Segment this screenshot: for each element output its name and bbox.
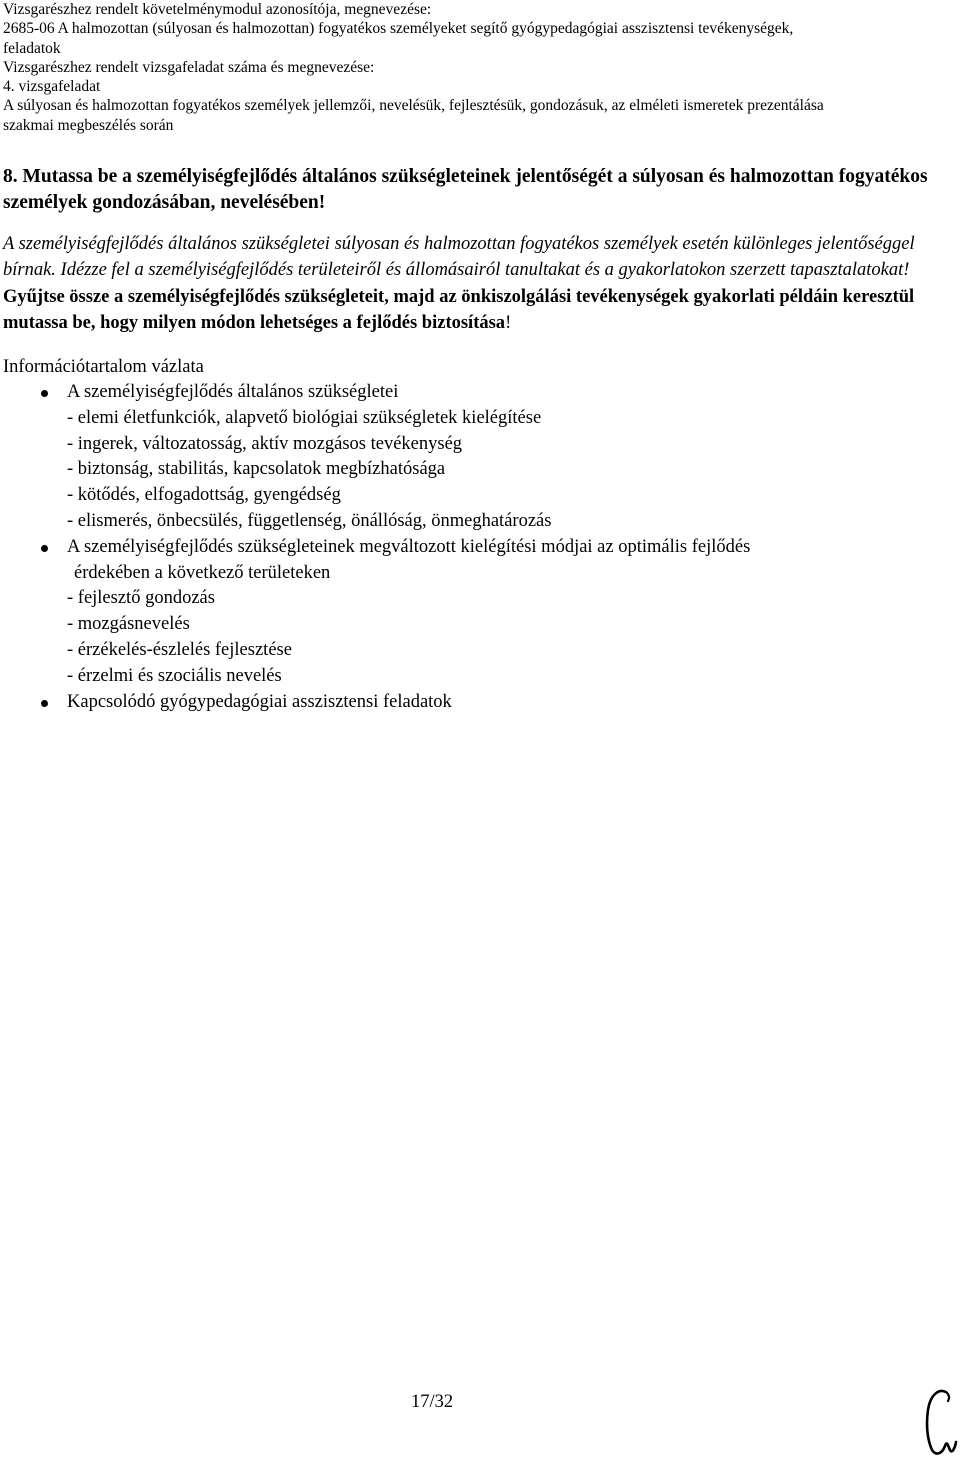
bullet-text-line: A személyiségfejlődés szükségleteinek megváltozott kielégítési módjai az optimális fejlődés <box>67 536 751 557</box>
header-block <box>3 0 953 135</box>
bullet-text <box>67 535 953 587</box>
sub-item: - érzékelés-észlelés fejlesztése <box>67 640 292 661</box>
outline-bullet <box>3 535 953 690</box>
sub-item: - elismerés, önbecsülés, függetlenség, önállóság, önmeghatározás <box>67 511 552 532</box>
task-title: 8. Mutassa be a személyiségfejlődés általános szükségleteinek jelentőségét a súlyosan és halmozottan fogyatékos személyek gondozásában, nevelésében! <box>3 166 928 214</box>
outline-title: Információtartalom vázlata <box>3 357 204 378</box>
bullet-dot-icon <box>41 545 48 552</box>
task-description: A személyiségfejlődés általános szükségletei súlyosan és halmozottan fogyatékos személyek esetén különleges jelentőséggel bírnak. Idézze fel a személyiségfejlődés területeiről és állomásairól tanultakat és a gyakorlatokon szerzett tapasztalatokat! <box>3 234 915 281</box>
sub-item: - biztonság, stabilitás, kapcsolatok megbízhatósága <box>67 459 446 480</box>
document-page <box>3 0 953 715</box>
outline-list <box>3 380 953 715</box>
outline-bullet <box>3 380 953 535</box>
bullet-dot-icon <box>41 700 48 707</box>
sub-item: - mozgásnevelés <box>67 614 190 635</box>
sub-item: - elemi életfunkciók, alapvető biológiai szükségletek kielégítése <box>67 407 542 428</box>
bullet-text: A személyiségfejlődés általános szükségletei <box>67 382 399 403</box>
header-line: Vizsgarészhez rendelt követelménymodul azonosítója, megnevezése: <box>3 1 432 18</box>
header-line: feladatok <box>3 39 61 57</box>
header-line: A súlyosan és halmozottan fogyatékos személyek jellemzői, nevelésük, fejlesztésük, gondozásuk, az elméleti ismeretek prezentálása <box>3 97 824 115</box>
header-line: 2685-06 A halmozottan (súlyosan és halmozottan) fogyatékos személyeket segítő gyógypedagógiai asszisztensi tevékenységek, <box>3 20 794 38</box>
sub-item: - fejlesztő gondozás <box>67 588 215 609</box>
bullet-text-line: érdekében a következő területeken <box>74 562 331 583</box>
outline-bullet <box>3 690 953 716</box>
header-line: Vizsgarészhez rendelt vizsgafeladat száma és megnevezése: <box>3 58 375 76</box>
signature-icon <box>918 1384 958 1459</box>
bullet-text: Kapcsolódó gyógypedagógiai asszisztensi feladatok <box>67 691 452 712</box>
bullet-dot-icon <box>41 390 48 397</box>
task-instruction-text: Gyűjtse össze a személyiségfejlődés szükségleteit, majd az önkiszolgálási tevékenységek gyakorlati példáin keresztül mutassa be, hogy milyen módon lehetséges a fejlődés biztosítása <box>3 287 915 333</box>
task-instruction <box>3 285 958 336</box>
sub-item: - ingerek, változatosság, aktív mozgásos tevékenység <box>67 433 463 454</box>
sub-item: - kötődés, elfogadottság, gyengédség <box>67 485 341 506</box>
task-instruction-end: ! <box>505 312 512 333</box>
header-line: szakmai megbeszélés során <box>3 116 174 134</box>
page-number: 17/32 <box>411 1392 454 1412</box>
sub-item: - érzelmi és szociális nevelés <box>67 665 282 686</box>
header-line: 4. vizsgafeladat <box>3 78 101 96</box>
